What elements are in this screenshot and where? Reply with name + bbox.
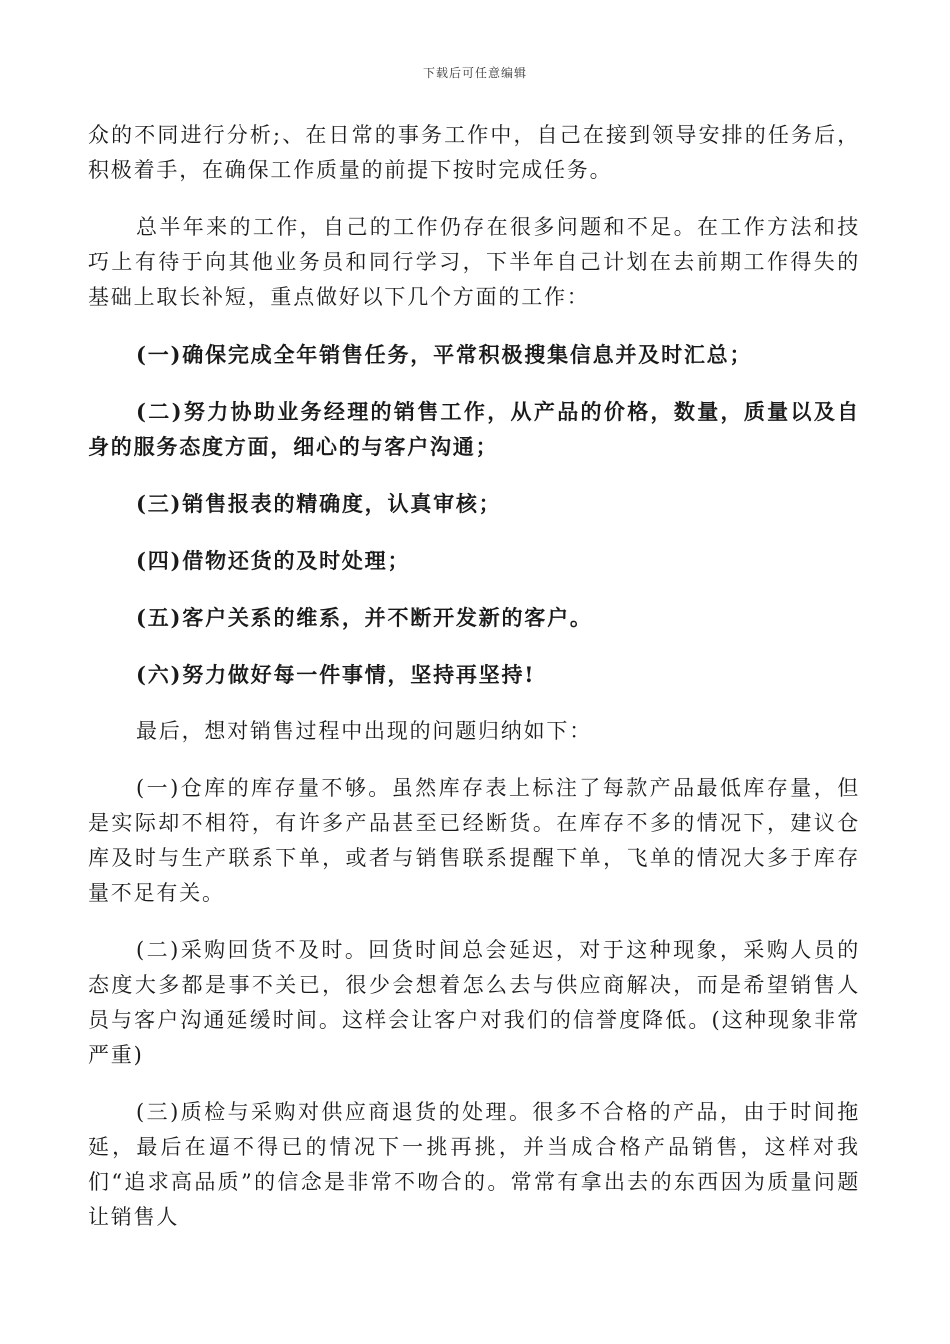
- plan-item-2: (二)努力协助业务经理的销售工作，从产品的价格，数量，质量以及自身的服务态度方面，细心的与客户沟通；: [88, 399, 860, 459]
- plan-item-4: (四)借物还货的及时处理；: [136, 548, 411, 573]
- issue-item-2: (二)采购回货不及时。回货时间总会延迟，对于这种现象，采购人员的态度大多都是事不关已，很少会想着怎么去与供应商解决，而是希望销售人员与客户沟通延缓时间。这样会让客户对我们的信誉度降低。(这种现象非常严重): [88, 938, 860, 1067]
- summary-intro: 最后，想对销售过程中出现的问题归纳如下：: [136, 719, 592, 743]
- issue-item-3: (三)质检与采购对供应商退货的处理。很多不合格的产品，由于时间拖延，最后在逼不得已的情况下一挑再挑，并当成合格产品销售，这样对我们“追求高品质”的信念是非常不吻合的。常常有拿出去的东西因为质量问题让销售人: [88, 1100, 860, 1229]
- plan-item-3: (三)销售报表的精确度，认真审核；: [136, 491, 502, 516]
- paragraph-1: 众的不同进行分析;、在日常的事务工作中，自己在接到领导安排的任务后，积极着手，在确保工作质量的前提下按时完成任务。: [88, 123, 860, 182]
- paragraph-2: 总半年来的工作，自己的工作仍存在很多问题和不足。在工作方法和技巧上有待于向其他业务员和同行学习，下半年自己计划在去前期工作得失的基础上取长补短，重点做好以下几个方面的工作：: [88, 215, 860, 309]
- plan-item-6: (六)努力做好每一件事情，坚持再坚持!: [136, 662, 536, 687]
- document-body: [88, 118, 860, 1257]
- plan-item-1: (一)确保完成全年销售任务，平常积极搜集信息并及时汇总；: [136, 342, 753, 367]
- plan-item-5: (五)客户关系的维系，并不断开发新的客户。: [136, 605, 593, 630]
- issue-item-1: (一)仓库的库存量不够。虽然库存表上标注了每款产品最低库存量，但是实际却不相符，有许多产品甚至已经断货。在库存不多的情况下，建议仓库及时与生产联系下单，或者与销售联系提醒下单，飞单的情况大多于库存量不足有关。: [88, 776, 860, 905]
- page-header: 下载后可任意编辑: [422, 66, 527, 80]
